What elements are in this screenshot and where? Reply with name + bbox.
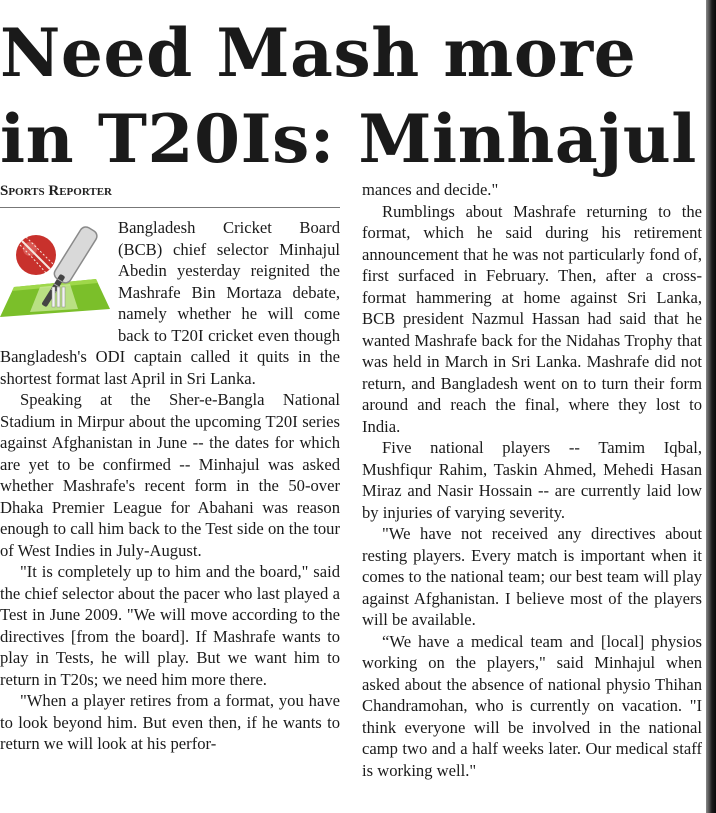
byline: Sports Reporter (0, 183, 112, 199)
paragraph: "When a player retires from a format, you have to look beyond him. But even then, if he wants to return we will look at his perfor- (0, 691, 340, 753)
paragraph: "It is completely up to him and the board," said the chief selector about the pacer who last played a Test in June 2009. "We will move according to the directives [from the board]. If Mashrafe wants to play in Tests, he will play. But we want him to return in T20s; we need him more there. (0, 562, 340, 689)
headline: Need Mash more in T20Is: Minhajul (0, 14, 697, 178)
paragraph: Rumblings about Mashrafe returning to the format, which he said during his retirement announcement that he was not particularly fond of, first surfaced in February. Then, after a cross-format hammering at home against Sri Lanka, BCB president Nazmul Hassan had said that he wanted Mashrafe back for the Nidahas Trophy that was held in March in Sri Lanka. Mashrafe did not return, and Bangladesh went on to turn their form around and reach the final, where they lost to India. (362, 201, 702, 436)
right-column (362, 179, 702, 781)
paragraph: Five national players -- Tamim Iqbal, Mushfiqur Rahim, Taskin Ahmed, Mehedi Hasan Miraz and Nasir Hossain -- are currently laid low by injuries of varying severity. (362, 438, 702, 522)
paragraph-continued: mances and decide." (362, 180, 499, 199)
paragraph-lead: Bangladesh Cricket Board (BCB) chief selector Minhajul Abedin yesterday reignited the Mashrafe Bin Mortaza debate, namely whether he will come back to T20I cricket even though Bangladesh's ODI captain called it quits in the shortest format last April in Sri Lanka. (0, 218, 340, 388)
paragraph: “We have a medical team and [local] physios working on the players," said Minhajul when asked about the absence of national physio Thihan Chandramohan, who is currently on vacation. "I think everyone will be involved in the national camp two and a half weeks later. Our medical staff is working well." (362, 631, 702, 780)
byline-divider (0, 207, 340, 208)
paragraph: Speaking at the Sher-e-Bangla National Stadium in Mirpur about the upcoming T20I series against Afghanistan in June -- the dates for which are yet to be confirmed -- Minhajul was asked whether Mashrafe's recent form in the 50-over Dhaka Premier League for Abahani was reason enough to call him back to the Test side on the tour of West Indies in July-August. (0, 390, 340, 560)
page-edge-shadow (706, 0, 716, 813)
left-column (0, 217, 340, 755)
paragraph: "We have not received any directives about resting players. Every match is important when it comes to the national team; our best team will play against Afghanistan. I believe most of the players will be available. (362, 524, 702, 629)
cricket-ball-bat-pitch-icon (0, 217, 112, 329)
